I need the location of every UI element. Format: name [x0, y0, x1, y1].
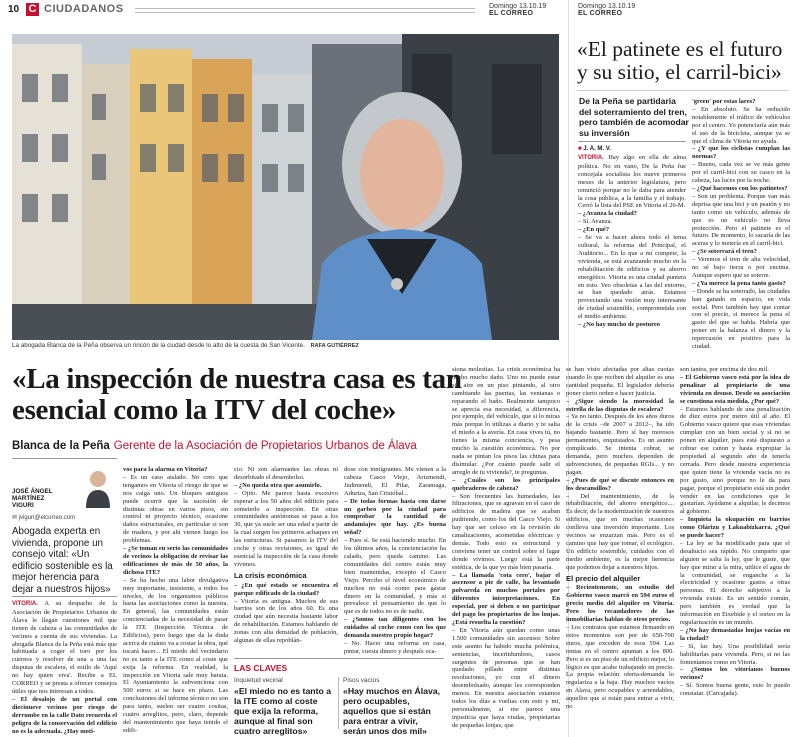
column-paragraph — [234, 598, 338, 645]
question-text: – ¿No hay mucho de postureo — [578, 321, 661, 329]
claves-rule — [234, 658, 444, 659]
question-text: – Recientemente, un estudio del Gobierno vasco marcó en 594 euros el precio medio del alquiler en Vitoria. Pero los recaudadores de las inmobiliarias hablan de otros precios. — [566, 584, 674, 624]
column-paragraph — [692, 161, 790, 185]
caption-text: La abogada Blanca de la Peña observa un rincón de la ciudad desde lo alto de la cuesta de San Vicente. — [12, 342, 305, 349]
interview-question — [452, 572, 560, 627]
question-text: – ¿Somos los vitorianos buenos vecinos? — [680, 666, 790, 682]
column-paragraph — [692, 256, 790, 280]
paragraph-text: se han visto afectadas por altas cuotas cuando lo que reciben del alquiler es una cantidad pequeña. El legislador debería poner cierto orden e hacer justicia. — [566, 366, 674, 397]
article-column-c — [344, 466, 446, 656]
author-name-1: JOSÉ ÁNGEL — [12, 488, 53, 495]
author-name-2: MARTÍNEZ — [12, 495, 45, 502]
header-rule — [135, 8, 475, 13]
column-paragraph — [578, 218, 686, 226]
interview-question — [12, 696, 117, 735]
interview-question — [566, 398, 674, 414]
interviewee-role: Gerente de la Asociación de Propietarios Urbanos de Álava — [113, 440, 417, 452]
column-paragraph — [234, 490, 338, 569]
question-text: – La llamada 'cota cero', bajar el ascensor a pie de calle, ha levantado polvareda en muchos portales por diferentes interpretaciones. En especial, por si deben o no participar del pago los propietarios de los lonjas. ¿Está resuelta la cuestión? — [452, 571, 560, 626]
column-paragraph — [234, 466, 338, 482]
author-avatar — [82, 466, 114, 508]
paragraph-text: – Son frecuentes las humedades, las filtraciones, que se agravan en el caso de edificios de madera que se acaban pudriendo, como los del Casco Viejo. Si hay que ser celoso en la revisión de canalizaciones, acometidas eléctricas y demás. Todo esto es estructural y conviene tener un control sobre el lugar donde vivimos. Luego está la parte estética, de la que yo más bien pasaría. — [452, 492, 560, 571]
left-paper-name: EL CORREO — [489, 10, 534, 17]
interviewee-name: Blanca de la Peña — [12, 440, 110, 452]
clave-1-quote: «El miedo no es tanto a la ITE como al coste que exija la reforma, aunque al final son cuatro arreglitos» — [234, 686, 332, 736]
section-title: CIUDADANOS — [44, 3, 124, 15]
right-date: Domingo 13.10.19 — [578, 3, 636, 10]
portrait-photo — [12, 34, 559, 340]
question-text: – ¿Cuáles son los principales quebraderos de cabeza? — [452, 476, 560, 492]
paragraph-text: – Donde se ha soterrado, las ciudades han ganado en espacio, en vida social. Pero también hay que contar con el precio, si merece la pena el gasto del que se habla. Habría que poner en la balanza el dinero y la repercusión en positivo para la ciudad. — [692, 287, 790, 350]
question-text: vos para la alarma en Vitoria? — [123, 466, 208, 473]
column-paragraph — [692, 193, 790, 248]
question-text: – ¿En qué estado se encuentra el parque edificado de la ciudad? — [234, 581, 338, 597]
author-name — [12, 488, 72, 509]
interview-question — [566, 477, 674, 493]
article-deck: Abogada experta en vivienda, propone un consejo vital: «Un edificio sostenible es la mejor herencia para dejar a nuestros hijos» — [12, 526, 113, 595]
paragraph-text: – Los contratos que estamos firmando en estos momentos son por de 650-700 euros, que exceden de esos 594. Las rentas en el centro apuntan a los 800. Pero si es un piso de un edificio mejor, lo lógico es que acabe trabajando en precio. La propia relación oferta-demanda lo regulariza a la baja. Hay muchos vacíos en Álava, pero ocupables y arrendables, aquellos que si están para entrar a vivir, no — [566, 624, 674, 711]
paragraph-text: – Es un caso aislado. No creo que tengamos en Vitoria el riesgo de que se nos caiga uno. Un bloques antiguos puede ocurrir que la sucesión de distintas obras en varios pisos, sin control ni proyecto técnico, ocasione daños estructurales, en particular si son de madera, y por ahí vienen luego los problemas. — [123, 473, 228, 545]
sidebar-headline: «El patinete es el futuro y su sitio, el carril-bici» — [577, 37, 783, 84]
question-text: 'green' por estas lares? — [692, 98, 756, 105]
dateline: VITORIA. — [578, 155, 604, 161]
interview-question — [452, 477, 560, 493]
paragraph-text: dose con inmigrantes. Me vienen a la cabeza Casco Viejo, Arizmendi, Judimendi, El Pilar, Zaramaga, Adurtza, San Cristóbal... — [344, 466, 446, 497]
paragraph-text: – Del mantenimiento, de la rehabilitación, del ahorro energético.... Es decir, de la modernización de nuestros edificios, que en muchas ocasiones conlleva una inversión importante. Los vecinos se enzarzan más. Pero es el camino que hay que tomar, el ecológico. Un edificio sostenible, cuidados con el medio ambiente, es la mejor herencia que podemos dejar a nuestros hijos. — [566, 492, 674, 571]
column-paragraph — [566, 366, 674, 398]
newspaper-logo: C — [26, 3, 39, 16]
column-paragraph — [578, 154, 686, 210]
interview-question — [578, 226, 686, 234]
column-paragraph — [680, 682, 790, 698]
column-paragraph — [566, 493, 674, 572]
author-name-3: VIGURI — [12, 502, 34, 509]
byline-author: J. A. M. V. — [583, 146, 611, 152]
paragraph-text: – Sí. Somos buena gente, esto lo puedo constatar. (Carcajada). — [680, 682, 790, 698]
left-page-dateline — [489, 3, 546, 17]
question-text: – El desalojo de un portal con diecinueve vecinos por riesgo de derrumbe en la calle Dato recuerda el peligro de la conservación del edificio no es la adecuada. ¿Hay moti- — [12, 695, 117, 735]
column-paragraph — [680, 643, 790, 667]
question-text: – ¿Somos tan diligentes con los cuidados al coche como con los que demanda nuestro propio hogar? — [344, 616, 446, 640]
clave-1-kicker: Inquietud vecinal — [234, 677, 283, 684]
question-text: – ¿Y que los ciclistas cumplan las normas? — [692, 145, 790, 161]
author-rule — [12, 458, 117, 459]
interview-question — [692, 248, 790, 256]
photo-caption — [12, 342, 559, 349]
question-text: – ¿Se soterrará el tren? — [692, 248, 757, 256]
question-text: – ¿Qué hacemos con los patinetes? — [692, 184, 788, 192]
question-text: – ¿Ya merece la pena tanto gasto? — [692, 279, 786, 287]
paragraph-text: – Sí, las hay. Una posibilidad sería habilitarlas para vivienda. Pero, si no las fomentamos como en Vitoria. — [680, 642, 790, 666]
sidebar-rule — [577, 90, 789, 91]
interview-question — [578, 210, 686, 218]
question-text: – Inquieta la okupación en barrios como Olárizu y Lakuabizkarra. ¿Qué se puede hacer? — [680, 516, 790, 540]
question-text: – ¿Avanza la ciudad? — [578, 210, 637, 218]
interview-question — [566, 584, 674, 624]
paragraph-text: A su despacho de la Asociación de Propietarios Urbanos de Álava le llegan cuestiones mil que tienen de cabeza a las comunidades de vecinos a cuenta de sus viviendas. La abogada Blanca de la Peña está más que habituada a coger el toro por los cuernos y resolver de una a una las disputas de escalera, el estilo de 'Aquí no hay quien viva'. Recibe a EL CORREO y se presta a ofrecer consejos útiles que nos interesan a todos. — [12, 600, 117, 695]
dateline: VITORIA. — [12, 601, 38, 607]
paragraph-text: – Veremos el tren de alta velocidad, no sé bajo tierra o por encima. Aunque espero que se soterre. — [692, 256, 790, 279]
question-text: – ¿Se toman en serio las comunidades de vecinos la obligación de revisar las edificaciones de más de 50 años, la dichosa ITE? — [123, 545, 228, 576]
interview-question — [123, 545, 228, 577]
paragraph-text: – En Vitoria aún quedan como unas 1.500 comunidades sin ascensor. Sobre este asunto ha habido mucha polémica, sentencias, incertidumbres, casos surgentes de personas que se han quedado pillado entre distintas resoluciones, yo con el dinero desembolsado, aunque les corresponden menos. En nuestra asociación estamos todos los días a vueltas con esto y mi, personalmente, si me parece una injusticia que haya viudas, propietarias de pequeñas lonjas, que — [452, 626, 560, 729]
column-paragraph — [578, 234, 686, 321]
paragraph-text: son tantos, por encima de dos mil. — [680, 366, 769, 373]
question-text: – El Gobierno vasco está por la idea de penalizar al propietario de una vivienda en desuso. Desde su asociación se cuestiona esta medida. ¿Por qué? — [680, 373, 790, 405]
paragraph-text: siona molestias. La crisis económica ha hecho mucho daño. Uno no puede estar sin aire en un piso pintando, al otro cambiando las puertas, las ventanas o reparando el baño. Realmente tampoco se aprecia esa necesidad, a diferencia, por ejemplo, del vehículo, que si lo miras más porque lo utilizas a diario y te salta el miedo a la avería. En casa vives tú, no tienes la misma conciencia, y pesa mucho la cuestión económica. No por nada se pintan los pisos las chinas para disimular. ¿Por cuánto puede salir el arreglo de tu vivienda?, te preguntas. — [452, 366, 560, 476]
paragraph-text: – Son un problema. Porque van más deprisa que una bici y un peatón y no tanto como un vehículo, además de que es un vehículo no lleva protección. Pero el patinete es el futuro. De momento, lo sacaría de las aceras y lo metería en el carril-bici. — [692, 192, 790, 248]
right-page-dateline — [578, 3, 635, 17]
column-paragraph — [344, 537, 446, 616]
article-column-b — [234, 466, 338, 656]
interview-question — [123, 466, 228, 474]
column-paragraph — [344, 640, 446, 656]
interview-question — [692, 145, 790, 161]
paragraph-text: – Bueno, cada vez se ve más gente por el carril-bici con su casco en la cabeza, las luces por la noche. — [692, 161, 790, 185]
paragraph-text: – Estamos hablando de una penalización de diez euros por metro útil al año. El Gobierno vasco quiere que esas viviendas cumplan con un bien social y si no se ponen en alquiler, pues está dispuesto a cobrar ese canon y hasta expropiar la propiedad al segundo año de tenerla cerrada. Pero desde nuestra experiencia que quien tiene la vivienda vacía no es por gusto, sino porque no le da para pagar, porque el propietario está sin poder vender en las condiciones que le gustarían. Ayúdame a alquilar, le decimos al gobierno. — [680, 405, 790, 516]
question-text: – ¿En qué? — [578, 226, 610, 234]
paragraph-text: – Se va a hacer ahora todo el tema cultural, la reforma del Principal, el Auditorio... En lo que a mí compete, la vivienda, se está avanzando mucho en la rehabilitación de edificios y su ahorro energético. Vitoria es una ciudad puntera en esto. Veo obsoletas a las del entorno, se han quedado atrás. Estamos provectando una visión muy interesante de ciudad sostenible, comprometida con el medio ambiente. — [578, 234, 686, 321]
page-number: 10 — [8, 4, 20, 15]
article-headline: «La inspección de nuestra casa es tan esencial como la ITV del coche» — [12, 363, 462, 426]
question-text: – ¿Pues de qué se discute entonces en los descansillos? — [566, 476, 674, 492]
paragraph-text: – Sí. Avanza. — [578, 218, 613, 226]
interview-question — [680, 374, 790, 406]
article-column-e — [566, 366, 674, 735]
email-text: jviguri@elcorreo.com — [18, 515, 76, 521]
interview-question — [234, 582, 338, 598]
claves-divider — [338, 677, 339, 729]
paragraph-text: – Se ha hecho una labor divulgativa muy importante, insistente, a todos los niveles, de los organismos públicos hasta las asociaciones como la nuestra. En general, las comunidades están concienciadas de la necesidad de pasar la ITE (Inspección Técnica de Edificios), pero luego que da la duda acerca de cuánto va a costar la obra, qué tocará hacer... El miedo del vecindario no es tanto a la ITE como al coste que exija la reforma. En realidad, la inspección en Vitoria sale muy barata. El Ayuntamiento la subvenciona con 500 euros si se hace en plazo. Las conclusiones del informe técnico no son para tanto, suelen ser cuatro cositas, cuatro arreglitos, pero, claro, depende del mantenimiento que haya tenido el edifi- — [123, 576, 228, 734]
paragraph-text: – En absoluto. Se ha reducido notablemente el tráfico de vehículos por el centro. Yo potenciaría aún más el uso de la bicicleta, aunque ya se que el clima de Vitoria no ayuda. — [692, 105, 790, 145]
column-paragraph — [692, 288, 790, 350]
column-paragraph — [680, 366, 790, 374]
interview-question — [680, 666, 790, 682]
column-paragraph — [680, 406, 790, 517]
question-text: – ¿Sigue siendo la morosidad la estrella de las disputas de escalera? — [566, 397, 674, 413]
column-subheading: El precio del alquiler — [566, 573, 641, 583]
byline-rule — [578, 141, 686, 142]
paragraph-text: – La ley se ha modificado para que el desahucio sea rápido. No comparto que alguien se salta la ley, que le guste, que hay que mirar a la mira, utilice el agua de la comunidad, se enganche a la electricidad y ocasione gastos a otras personas. El derecho subjetivo a la vivienda existe. Es un sentido común, pero también es verdad que la información en Etxebide y el sorteo en la regularización es un mundo. — [680, 539, 790, 626]
deck-rule — [12, 596, 117, 597]
interview-question — [680, 516, 790, 540]
column-subheading: La crisis económica — [234, 570, 307, 580]
interview-question — [692, 98, 790, 106]
question-text: – ¿No queda otra que asumirlo. — [234, 481, 322, 489]
interview-question — [344, 616, 446, 640]
column-paragraph — [123, 474, 228, 545]
column-paragraph — [123, 577, 228, 735]
question-text: – De todas formas hasta con darse un garbeo por la ciudad para comprobar la cantidad de andamiajes que hay. ¿Es buena señal? — [344, 497, 446, 537]
paragraph-text: Hay algo en ella de alma política. No en vano, De la Peña fue concejala socialista los nueve primeros meses de la anterior legislatura, pero renunció porque no le daba para atender la cosa pública, a la familia y el trabajo. Cerró la lista del PSE en Vitoria el 26-M. — [578, 154, 686, 210]
right-paper-name: EL CORREO — [578, 10, 623, 17]
article-column-f — [680, 366, 790, 735]
interview-question — [234, 482, 338, 490]
paragraph-text: cio. Ni son alarmantes las obras ni desorbitado el desembolso. — [234, 466, 338, 481]
interviewee-line — [12, 440, 417, 452]
photo-credit: RAFA GUTIÉRREZ — [310, 343, 359, 349]
column-paragraph — [566, 624, 674, 711]
column-paragraph — [452, 493, 560, 572]
interview-question — [578, 321, 686, 329]
column-paragraph — [344, 466, 446, 498]
author-avatar-drawing — [82, 466, 114, 508]
sidebar-subtitle: De la Peña se partidaria del soterramiento del tren, pero también de acomodar su inversión — [579, 96, 689, 138]
author-email[interactable] — [12, 514, 75, 521]
sidebar-column-1 — [578, 154, 686, 350]
sidebar-column-2 — [692, 98, 790, 350]
column-paragraph — [680, 540, 790, 627]
article-column-a — [123, 466, 228, 735]
claves-heading: LAS CLAVES — [234, 663, 288, 673]
article-intro-column — [12, 600, 117, 735]
left-date: Domingo 13.10.19 — [489, 3, 547, 10]
column-paragraph — [12, 600, 117, 696]
photo-illustration — [12, 34, 559, 340]
paragraph-text: – No. Hacer una reforma en casa, pintar, cuesta dinero y después oca- — [344, 639, 446, 655]
paragraph-text: – Ya no tanto. Después de los años duros de la crisis –de 2007 a 2012–, ha ido bajando bastante. Pero sí hay morosos permanentes, enquistados. Es un asunto complicado. Se intenta cobrar, se demanda, pero muchos dependen de subvenciones, de pequeñas RGIs... y no pagan. — [566, 413, 674, 476]
column-paragraph — [692, 106, 790, 146]
paragraph-text: – Ojito. Me parece hasta excesivo esperar a los 50 años del edificio para someterlo a inspección. En otras comunidades autónomas se pasa a los 30, que ya suele ser una edad a partir de la cual surgen los primeros achaques en las estructuras. Si pasamos la ITV del coche y otras revisiones, es igual de esencial la inspección de la casa donde vivimos. — [234, 489, 338, 568]
byline-marker: ■ — [578, 146, 584, 152]
interview-question — [692, 185, 790, 193]
interview-question — [692, 280, 790, 288]
column-paragraph — [452, 627, 560, 730]
paragraph-text: – Pues sí. Se está haciendo mucho. En los últimos años, la concienciación ha calado, pero queda camino. Las comunidades del centro están muy bien mantenidas, excepto el Casco Viejo. Percibo el nivel económico de muchos no está como para gastar dinero en la comunidad, y más si prevalece el pensamiento de que lo que es de todos no es de nadie. — [344, 537, 446, 616]
article-column-d — [452, 366, 560, 735]
column-paragraph — [452, 366, 560, 477]
sidebar-byline — [578, 146, 611, 152]
interview-question — [344, 498, 446, 538]
column-paragraph — [566, 413, 674, 476]
paragraph-text: – Vitoria es antigua. Muchos de sus barrios son de los años 60. Es una ciudad que aún necesita bastante labor de rehabilitación. Estamos hablando de zonas con alta densidad de población, algunas de ellas repoblán- — [234, 597, 338, 645]
email-icon: ✉ — [12, 515, 19, 521]
clave-2-quote: «Hay muchos en Álava, pero ocupables, aquellos que si están para entrar a vivir, serán unos dos mil» — [343, 686, 441, 736]
interview-question — [680, 627, 790, 643]
clave-2-kicker: Pisos vacíos — [343, 677, 380, 684]
question-text: – ¿No hay demasiadas lonjas vacías en la ciudad? — [680, 626, 790, 642]
